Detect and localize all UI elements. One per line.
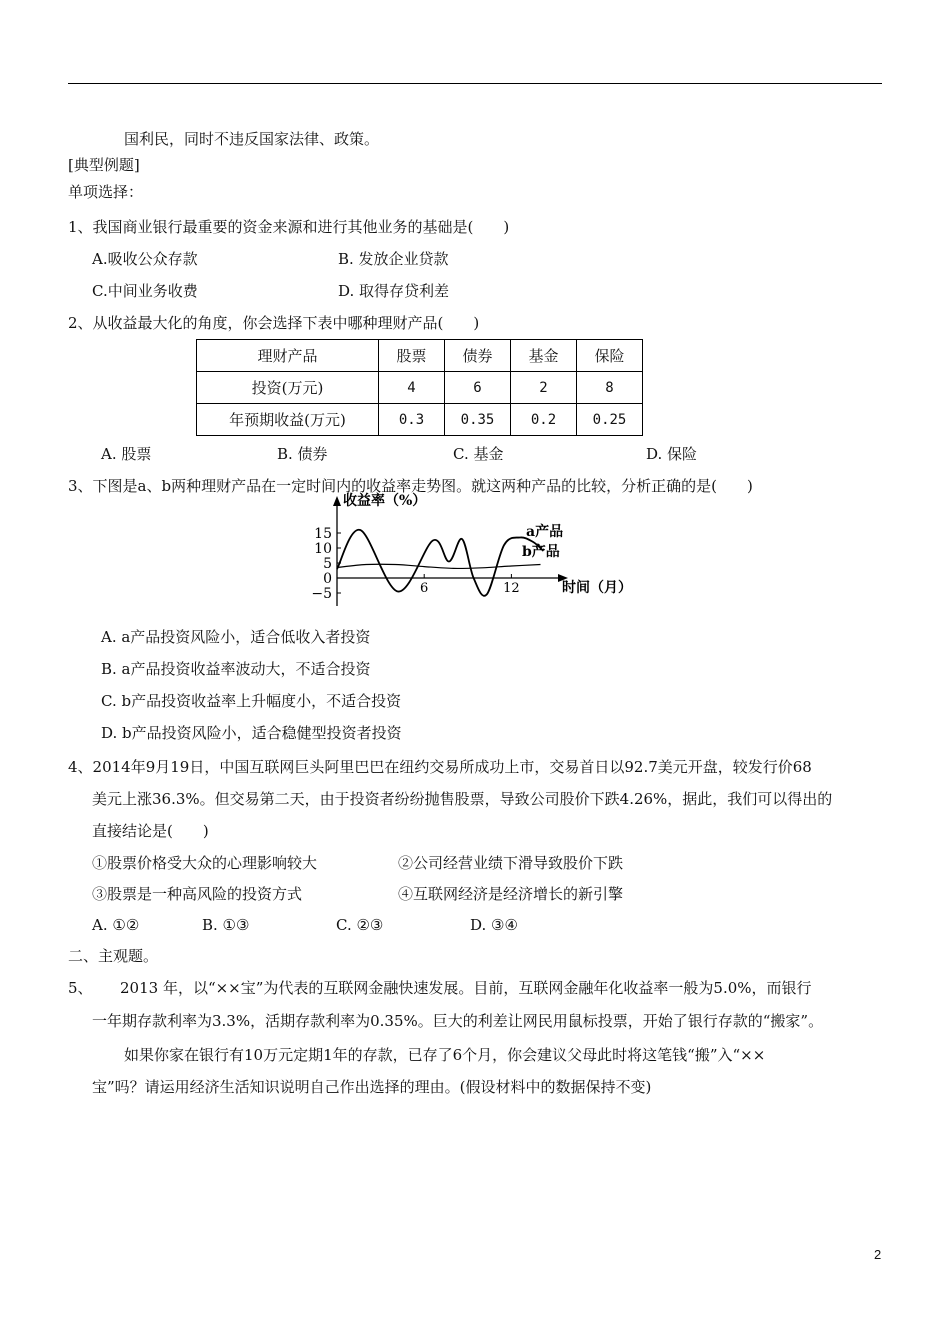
question-5-line-2: 一年期存款利率为3.3%，活期存款利率为0.35%。巨大的利差让网民用鼠标投票，开始了银行存款的“搬家”。 (92, 1012, 824, 1030)
q2-option-c: C. 基金 (453, 445, 504, 463)
question-4-line-3: 直接结论是( ) (92, 822, 209, 840)
q3-option-d: D. b产品投资风险小，适合稳健型投资者投资 (101, 724, 402, 742)
q3-option-b: B. a产品投资收益率波动大，不适合投资 (101, 660, 371, 678)
table-header-cell: 理财产品 (197, 340, 379, 372)
table-cell: 0.25 (577, 404, 643, 436)
question-1: 1、我国商业银行最重要的资金来源和进行其他业务的基础是( ) (68, 218, 510, 236)
table-row-label: 投资(万元) (197, 372, 379, 404)
q4-statement-4: ④互联网经济是经济增长的新引擎 (398, 885, 624, 903)
question-5-line-1: 2013 年，以“××宝”为代表的互联网金融快速发展。目前，互联网金融年化收益率一般为5.0%，而银行 (120, 979, 812, 997)
table-cell: 4 (379, 372, 445, 404)
y-tick-label: 15 (314, 526, 332, 542)
question-5-number: 5、 (68, 979, 93, 997)
section-heading-examples: [典型例题] (68, 156, 140, 174)
x-axis-title: 时间（月） (562, 580, 632, 596)
q4-option-a: A. ①② (92, 916, 140, 934)
q4-statement-1: ①股票价格受大众的心理影响较大 (92, 854, 318, 872)
table-row (197, 404, 643, 436)
y-axis-title: 收益率（%） (343, 493, 427, 509)
continued-text: 国利民，同时不违反国家法律、政策。 (124, 130, 380, 148)
section-heading-single-choice: 单项选择： (68, 183, 144, 201)
page-number: 2 (874, 1247, 882, 1262)
q3-option-a: A. a产品投资风险小，适合低收入者投资 (101, 628, 371, 646)
question-5-line-3: 如果你家在银行有10万元定期1年的存款，已存了6个月，你会建议父母此时将这笔钱“搬”入“×× (124, 1046, 766, 1064)
question-3: 3、下图是a、b两种理财产品在一定时间内的收益率走势图。就这两种产品的比较，分析正确的是( ) (68, 477, 753, 495)
header-rule (68, 83, 882, 84)
q2-option-b: B. 债券 (277, 445, 328, 463)
table-cell: 0.35 (445, 404, 511, 436)
question-5-line-4: 宝”吗？请运用经济生活知识说明自己作出选择的理由。(假设材料中的数据保持不变) (92, 1078, 652, 1096)
question-2: 2、从收益最大化的角度，你会选择下表中哪种理财产品( ) (68, 314, 480, 332)
y-tick-label: 0 (323, 571, 332, 587)
table-cell: 0.2 (511, 404, 577, 436)
section-heading-subjective: 二、主观题。 (68, 947, 159, 965)
q3-option-c: C. b产品投资收益率上升幅度小，不适合投资 (101, 692, 402, 710)
series-label: b产品 (522, 544, 560, 560)
table-cell: 6 (445, 372, 511, 404)
x-tick-label: 6 (420, 581, 429, 596)
q2-option-d: D. 保险 (646, 445, 698, 463)
question-4-line-2: 美元上涨36.3%。但交易第二天，由于投资者纷纷抛售股票，导致公司股价下跌4.26%，据此，我们可以得出的 (92, 790, 833, 808)
q4-statement-2: ②公司经营业绩下滑导致股价下跌 (398, 854, 624, 872)
q4-option-b: B. ①③ (202, 916, 250, 934)
q4-option-d: D. ③④ (470, 916, 518, 934)
y-tick-label: −5 (311, 586, 332, 602)
y-tick-label: 10 (314, 541, 332, 557)
chart-labels (311, 492, 632, 602)
q1-option-b: B. 发放企业贷款 (338, 250, 449, 268)
x-tick-label: 12 (503, 581, 520, 596)
series-label: a产品 (526, 524, 564, 540)
table-cell: 8 (577, 372, 643, 404)
table-cell: 2 (511, 372, 577, 404)
table-cell: 0.3 (379, 404, 445, 436)
finance-products-table (196, 339, 643, 436)
yield-trend-chart (300, 490, 660, 615)
y-axis-arrow-icon (333, 496, 341, 506)
table-header-row (197, 340, 643, 372)
q1-option-c: C.中间业务收费 (92, 282, 198, 300)
table-header-cell: 股票 (379, 340, 445, 372)
question-4-line-1: 4、2014年9月19日，中国互联网巨头阿里巴巴在纽约交易所成功上市，交易首日以92.7美元开盘，较发行价68 (68, 758, 812, 776)
table-header-cell: 基金 (511, 340, 577, 372)
table-header-cell: 保险 (577, 340, 643, 372)
q4-option-c: C. ②③ (336, 916, 384, 934)
table-header-cell: 债券 (445, 340, 511, 372)
series-line-b (337, 564, 541, 568)
q2-option-a: A. 股票 (101, 445, 152, 463)
q4-statement-3: ③股票是一种高风险的投资方式 (92, 885, 303, 903)
q1-option-a: A.吸收公众存款 (92, 250, 198, 268)
table-row-label: 年预期收益(万元) (197, 404, 379, 436)
table-row (197, 372, 643, 404)
y-tick-label: 5 (323, 556, 332, 572)
q1-option-d: D. 取得存贷利差 (338, 282, 450, 300)
